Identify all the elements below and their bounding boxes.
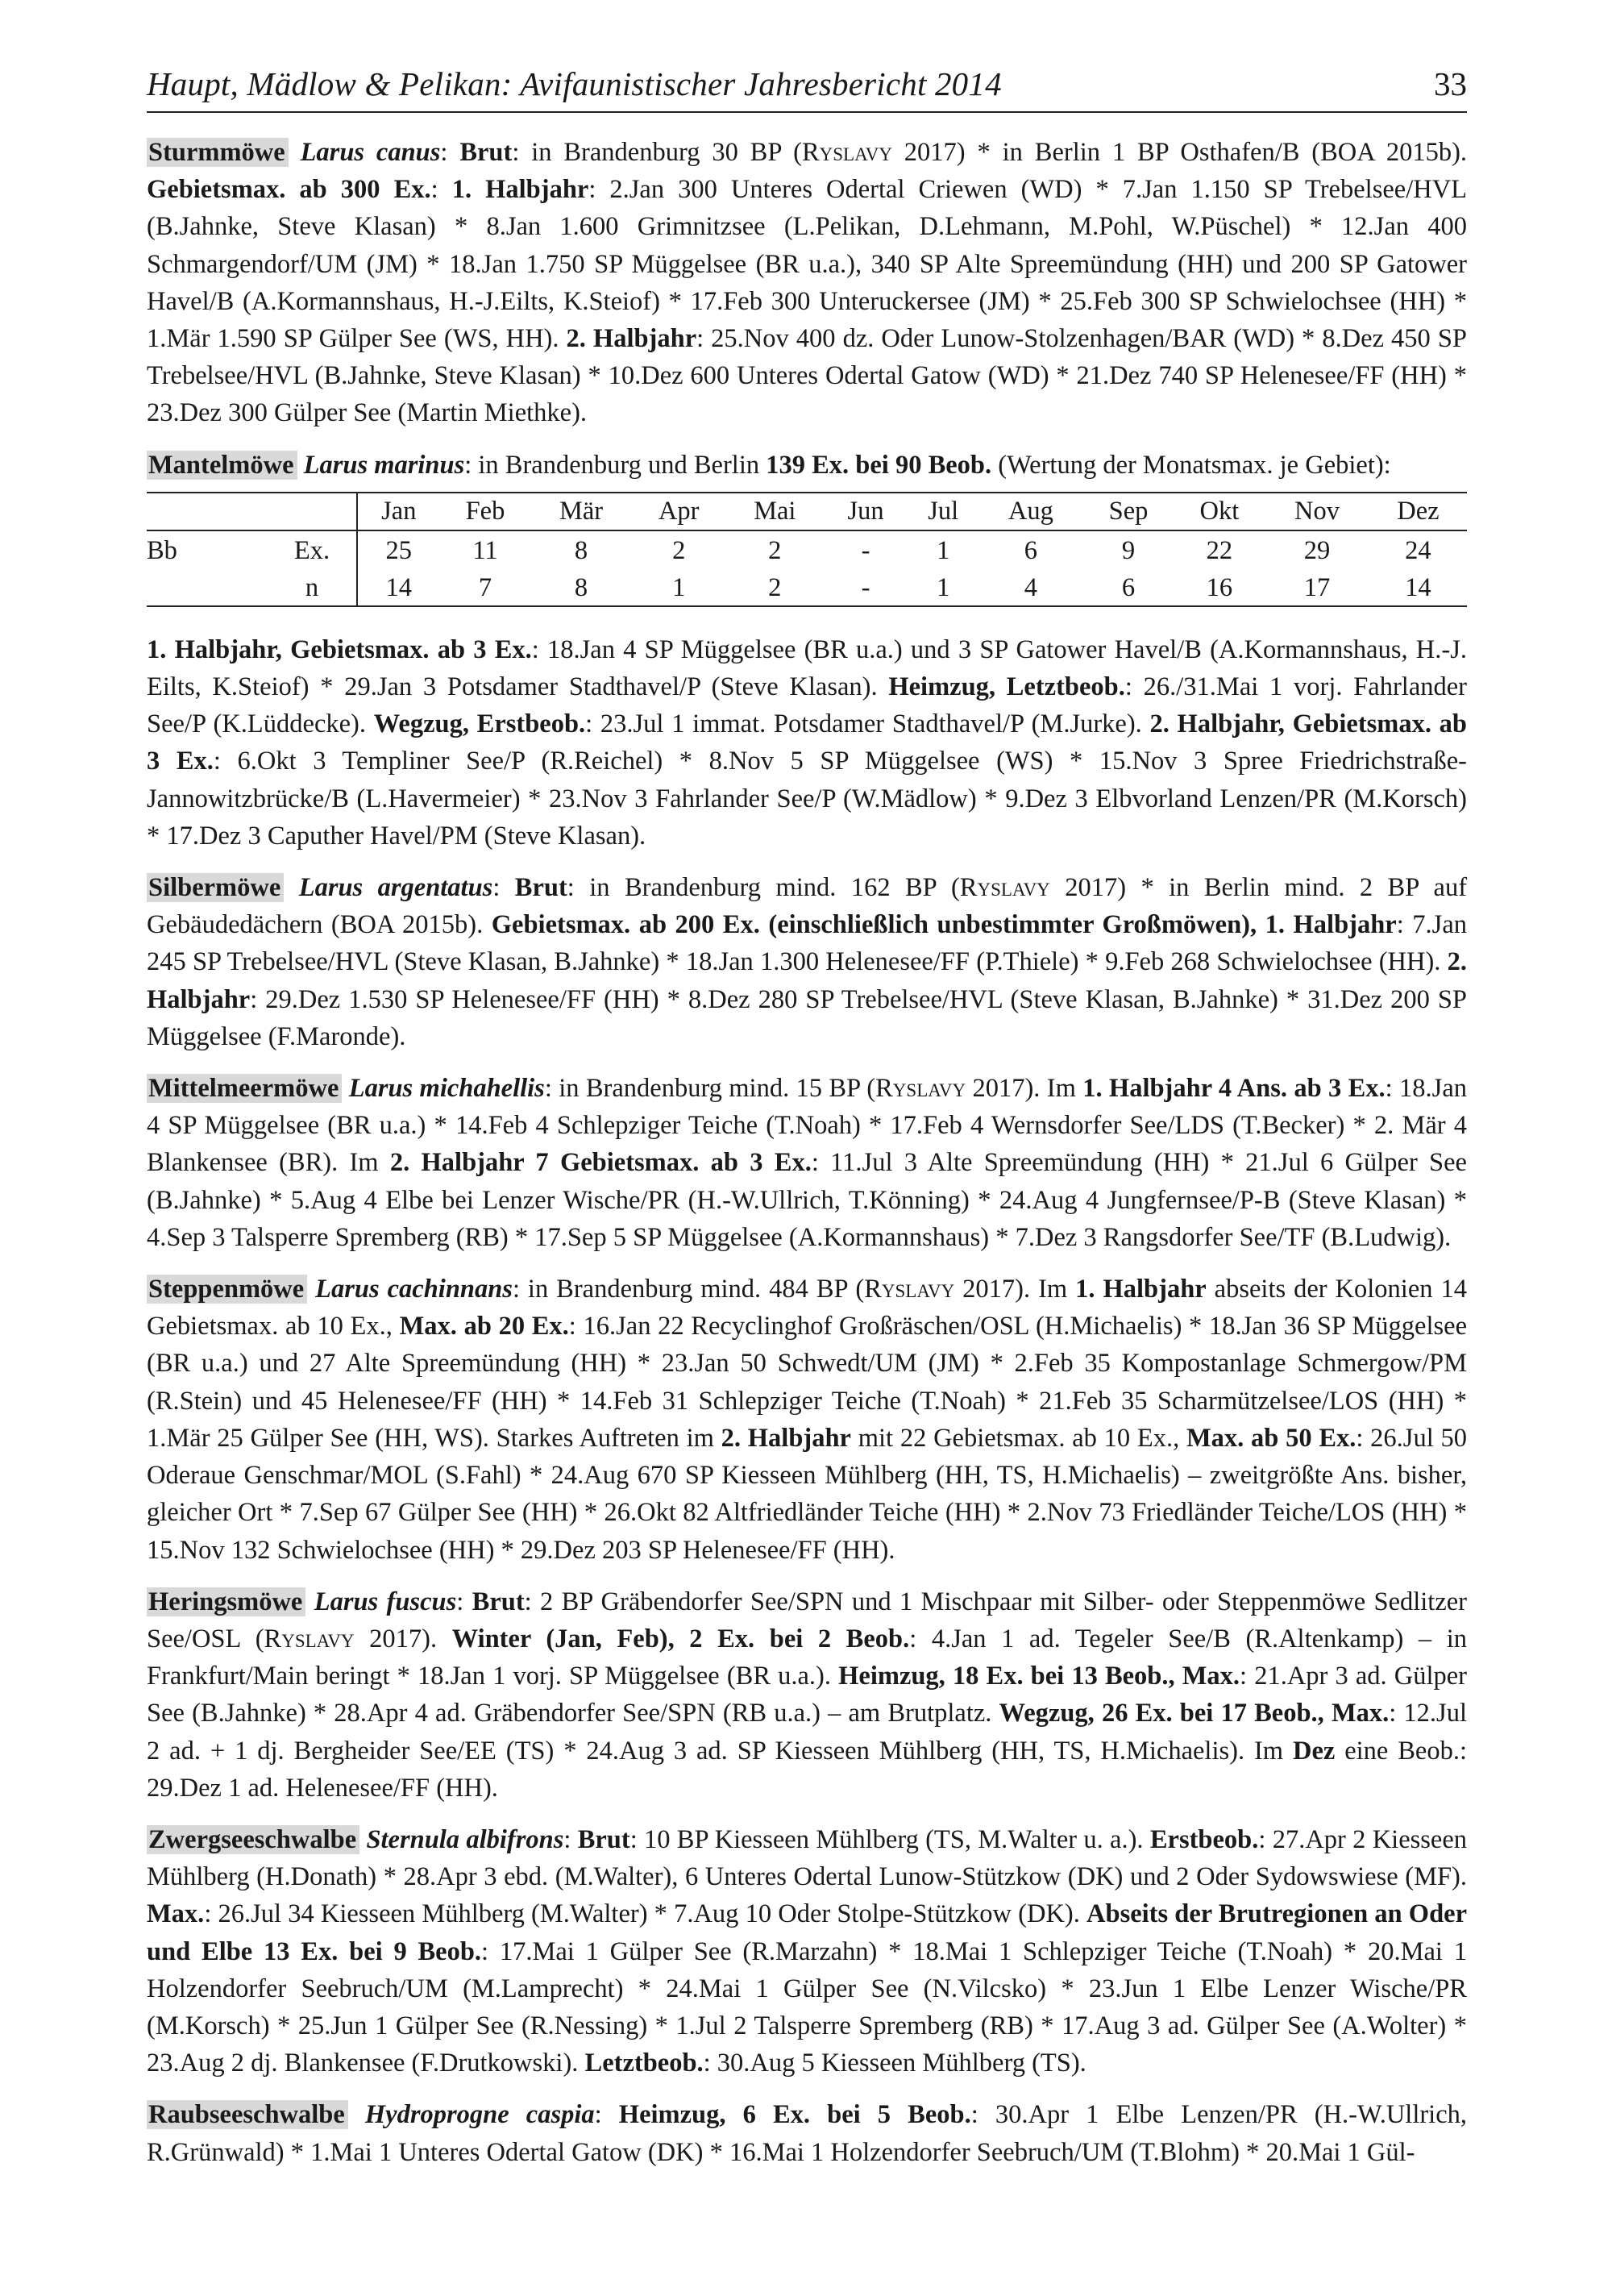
species-name: Sturmmöwe [147, 138, 289, 167]
bold-text: Abseits der Brutregionen an Oder und Elbe 13 Ex. bei 9 Beob. [147, 1899, 1467, 1966]
text: 2017) * in Berlin mind. 2 BP auf Gebäudedächern (BOA 2015b). [147, 873, 1468, 940]
entry-mantelmoewe-details [147, 631, 1467, 855]
bold-text: 1. Halbjahr [451, 175, 589, 205]
bold-text: Dez [1292, 1736, 1336, 1766]
scientific-name: Larus canus [300, 138, 441, 167]
table-header-cell [268, 493, 357, 530]
table-cell: 14 [1369, 568, 1467, 606]
text: : in Brandenburg mind. 484 BP ( [512, 1275, 865, 1304]
text: : 18.Jan 4 SP Müggelsee (BR u.a.) und 3 SP Gatower Havel/B (A.Kormannshaus, H.-J. Eilts, K.Steiof) * 29.Jan 3 Potsdamer Stadthavel/P (Steve Klasan). [147, 634, 1467, 702]
text: : [456, 1587, 472, 1616]
bold-text: Brut [459, 138, 513, 167]
table-cell: 2 [672, 535, 686, 565]
text: : 11.Jul 3 Alte Spreemündung (HH) * 21.Jul 6 Gülper See (B.Jahnke) * 5.Aug 4 Elbe bei Lenzer Wische/PR (H.-W.Ullrich, T.Könning) * 24.Aug 4 Jungfernsee/P-B (Steve Klasan) * 4.Sep 3 Talsperre Spremberg (RB) * 17.Sep 5 SP Müggelsee (A.Kormannshaus) * 7.Dez 3 Rangsdorfer See/TF (B.Ludwig). [147, 1148, 1467, 1252]
text: : 17.Mai 1 Gülper See (R.Marzahn) * 18.Mai 1 Schlepziger Teiche (T.Noah) * 20.Mai 1 Holzendorfer Seebruch/UM (M.Lamprecht) * 24.Mai 1 Gülper See (N.Vilcsko) * 23.Jun 1 Elbe Lenzer Wische/PR (M.Korsch) * 25.Jun 1 Gülper See (R.Nessing) * 1.Jul 2 Talsperre Spremberg (RB) * 17.Aug 3 ad. Gülper See (A.Wolter) * 23.Aug 2 dj. Blankensee (F.Drutkowski). [147, 1936, 1467, 2078]
month-header: Mai [726, 493, 824, 530]
text: : 12.Jul 2 ad. + 1 dj. Bergheider See/EE (TS) * 24.Aug 3 ad. SP Kiesseen Mühlberg (HH, TS, H.Michaelis). Im [147, 1699, 1467, 1766]
text: : 2 BP Gräbendorfer See/SPN und 1 Mischpaar mit Silber- oder Steppenmöwe Sedlitzer See/OSL ( [147, 1587, 1468, 1653]
scientific-name: Larus argentatus [298, 873, 493, 903]
text: 2017) * in Berlin 1 BP Osthafen/B (BOA 2015b). [891, 138, 1468, 167]
bold-text: Heimzug, 18 Ex. bei 13 Beob., Max. [838, 1662, 1240, 1691]
table-cell: - [861, 535, 870, 565]
table-cell: 1 [632, 568, 726, 606]
table-cell: 8 [574, 535, 588, 565]
month-header: Aug [978, 493, 1083, 530]
month-header: Feb [440, 493, 531, 530]
text: : in Brandenburg mind. 15 BP ( [544, 1074, 876, 1104]
text: : in Brandenburg und Berlin [464, 450, 767, 480]
text: : 18.Jan 4 SP Müggelsee (BR u.a.) * 14.Feb 4 Schlepziger Teiche (T.Noah) * 17.Feb 4 Wernsdorfer See/LDS (T.Becker) * 2. Mär 4 Blankensee (BR). Im [147, 1074, 1467, 1178]
bold-text: Winter (Jan, Feb), 2 Ex. bei 2 Beob. [451, 1624, 910, 1653]
table-cell: 1 [908, 568, 978, 606]
bold-text: Max. [147, 1899, 205, 1929]
text: : [594, 2100, 619, 2130]
table-cell: 14 [357, 568, 440, 606]
entry-sturmmoewe [147, 134, 1467, 432]
text: : 26.Jul 34 Kiesseen Mühlberg (M.Walter) * 7.Aug 10 Oder Stolpe-Stützkow (DK). [204, 1899, 1087, 1929]
text: : 6.Okt 3 Templiner See/P (R.Reichel) * 8.Nov 5 SP Müggelsee (WS) * 15.Nov 3 Spree Friedrichstraße-Jannowitzbrücke/B (L.Havermeier) * 23.Nov 3 Fahrlander See/P (W.Mädlow) * 9.Dez 3 Elbvorland Lenzen/PR (M.Korsch) * 17.Dez 3 Caputher Havel/PM (Steve Klasan). [147, 747, 1467, 851]
bold-text: Brut [514, 873, 567, 903]
table-row [147, 530, 1467, 568]
text: : 2.Jan 300 Unteres Odertal Criewen (WD) * 7.Jan 1.150 SP Trebelsee/HVL (B.Jahnke, Steve Klasan) * 8.Jan 1.600 Grimnitzsee (L.Pelikan, D.Lehmann, M.Pohl, W.Püschel) * 12.Jan 400 Schmargendorf/UM (JM) * 18.Jan 1.750 SP Müggelsee (BR u.a.), 340 SP Alte Spreemündung (HH) und 200 SP Gatower Havel/B (A.Kormannshaus, H.-J.Eilts, K.Steiof) * 17.Feb 300 Unteruckersee (JM) * 25.Feb 300 SP Schwielochsee (HH) * 1.Mär 1.590 SP Gülper See (WS, HH). [147, 175, 1468, 354]
bold-text: 2. Halbjahr [721, 1423, 851, 1453]
month-header: Dez [1369, 493, 1467, 530]
running-header [147, 64, 1467, 113]
text: : in Brandenburg 30 BP ( [512, 138, 802, 167]
bold-text: 2. Halbjahr 7 Gebietsmax. ab 3 Ex. [389, 1148, 812, 1178]
entry-zwergseeschwalbe [147, 1821, 1467, 2082]
text: 2017). Im [966, 1074, 1083, 1104]
entry-silbermoewe [147, 869, 1467, 1055]
text: : [430, 175, 452, 205]
bold-text: 1. Halbjahr 4 Ans. ab 3 Ex. [1082, 1074, 1386, 1104]
month-header: Okt [1174, 493, 1265, 530]
table-cell: 7 [440, 568, 531, 606]
bold-text: Brut [577, 1824, 630, 1854]
bold-text: Max. ab 20 Ex. [399, 1312, 569, 1341]
month-header: Jan [357, 493, 440, 530]
entry-heringsmoewe [147, 1583, 1467, 1807]
bold-text: Heimzug, 6 Ex. bei 5 Beob. [618, 2100, 971, 2130]
row-label: Ex. [293, 535, 330, 565]
bold-text: 2. Halbjahr [566, 324, 697, 354]
text: : 23.Jul 1 immat. Potsdamer Stadthavel/P (M.Jurke). [585, 709, 1150, 739]
table-cell: 2 [726, 568, 824, 606]
table-cell: 2 [768, 535, 782, 565]
species-name: Steppenmöwe [147, 1275, 307, 1304]
text: abseits der Kolonien 14 Gebietsmax. ab 10 Ex., [147, 1275, 1467, 1341]
header-title: Haupt, Mädlow & Pelikan: Avifaunistischer Jahresbericht 2014 [147, 65, 1002, 102]
entry-raubseeschwalbe [147, 2096, 1467, 2170]
entry-mantelmoewe [147, 447, 1467, 484]
table-cell: 1 [937, 535, 950, 565]
table-cell: 25 [357, 530, 440, 568]
table-cell: 22 [1206, 535, 1233, 565]
bold-text: 1. Halbjahr, Gebietsmax. ab 3 Ex. [147, 634, 532, 664]
text: : 21.Apr 3 ad. Gülper See (B.Jahnke) * 28.Apr 4 ad. Gräbendorfer See/SPN (RB u.a.) – am Brutplatz. [147, 1662, 1467, 1728]
table-cell: 16 [1174, 568, 1265, 606]
month-header: Nov [1265, 493, 1369, 530]
monthly-table [147, 492, 1467, 607]
species-name: Zwergseeschwalbe [147, 1825, 359, 1854]
month-header: Jul [908, 493, 978, 530]
text: : [563, 1824, 578, 1854]
entry-mittelmeermoewe [147, 1070, 1467, 1256]
text: (Wertung der Monatsmax. je Gebiet): [991, 450, 1391, 480]
bold-text: 2. Halbjahr, Gebietsmax. ab 3 Ex. [147, 709, 1468, 776]
text: : 16.Jan 22 Recyclinghof Großräschen/OSL (H.Michaelis) * 18.Jan 36 SP Müggelsee (BR u.a.) und 27 Alte Spreemündung (HH) * 23.Jan 50 Schwedt/UM (JM) * 2.Feb 35 Kompostanlage Schmergow/PM (R.Stein) und 45 Helenesee/FF (HH) * 14.Feb 31 Schlepziger Teiche (T.Noah) * 21.Feb 35 Scharmützelsee/LOS (HH) * 1.Mär 25 Gülper See (HH, WS). Starkes Auftreten im [147, 1312, 1467, 1453]
bold-text: Gebietsmax. ab 300 Ex. [147, 175, 431, 205]
text: : 10 BP Kiesseen Mühlberg (TS, M.Walter u. a.). [629, 1824, 1150, 1854]
table-row [147, 568, 1467, 606]
table-cell: - [824, 568, 908, 606]
text: 2017). Im [954, 1275, 1076, 1304]
species-name: Heringsmöwe [147, 1587, 305, 1616]
text: : [440, 138, 460, 167]
text: : 27.Apr 2 Kiesseen Mühlberg (H.Donath) * 28.Apr 3 ebd. (M.Walter), 6 Unteres Odertal Lunow-Stützkow (DK) und 2 Oder Sydowswiese (MF). [147, 1824, 1468, 1892]
month-header: Mär [530, 493, 631, 530]
text: : 25.Nov 400 dz. Oder Lunow-Stolzenhagen/BAR (WD) * 8.Dez 450 SP Trebelsee/HVL (B.Jahnke, Steve Klasan) * 10.Dez 600 Unteres Odertal Gatow (WD) * 21.Dez 740 SP Helenesee/FF (HH) * 23.Dez 300 Gülper See (Martin Miethke). [147, 324, 1467, 428]
species-name: Silbermöwe [147, 873, 284, 902]
bold-text: Brut [472, 1587, 525, 1616]
scientific-name: Larus fuscus [314, 1587, 457, 1616]
text: : 29.Dez 1.530 SP Helenesee/FF (HH) * 8.Dez 280 SP Trebelsee/HVL (Steve Klasan, B.Jahnke) * 31.Dez 200 SP Müggelsee (F.Maronde). [147, 984, 1467, 1051]
month-header: Sep [1083, 493, 1174, 530]
citation-author: Ryslavy [864, 1275, 955, 1304]
scientific-name: Larus michahellis [348, 1074, 545, 1104]
bold-text: Gebietsmax. ab 200 Ex. (einschließlich unbestimmter Großmöwen), 1. Halbjahr [491, 910, 1397, 940]
table-cell: 4 [978, 568, 1083, 606]
text: mit 22 Gebietsmax. ab 10 Ex., [851, 1423, 1186, 1453]
table-cell: 9 [1121, 535, 1136, 565]
text: : 26./31.Mai 1 vorj. Fahrlander See/P (K.Lüddecke). [147, 672, 1467, 739]
scientific-name: Larus marinus [303, 450, 465, 480]
table-cell: 24 [1405, 535, 1431, 565]
month-header: Jun [824, 493, 908, 530]
table-header-row [147, 493, 1467, 530]
page [147, 64, 1467, 2186]
citation-author: Ryslavy [801, 138, 892, 167]
region-cell: Bb [147, 535, 177, 565]
text: : in Brandenburg mind. 162 BP ( [567, 873, 960, 903]
table-cell: 6 [1024, 535, 1037, 565]
bold-text: 139 Ex. bei 90 Beob. [766, 450, 992, 480]
row-label: n [268, 568, 357, 606]
table-cell [147, 568, 268, 606]
text: : [492, 873, 515, 903]
text: : 30.Aug 5 Kiesseen Mühlberg (TS). [703, 2049, 1086, 2078]
scientific-name: Larus cachinnans [315, 1275, 513, 1304]
entry-steppenmoewe [147, 1271, 1467, 1569]
month-header: Apr [632, 493, 726, 530]
bold-text: Letztbeob. [584, 2049, 704, 2078]
scientific-name: Sternula albifrons [366, 1824, 564, 1854]
text: 2017). [354, 1624, 452, 1653]
citation-author: Ryslavy [875, 1074, 966, 1104]
table-cell: 6 [1083, 568, 1174, 606]
table-cell: 17 [1265, 568, 1369, 606]
text: : 26.Jul 50 Oderaue Genschmar/MOL (S.Fahl) * 24.Aug 670 SP Kiesseen Mühlberg (HH, TS, H.Michaelis) – zweitgrößte Ans. bisher, gleicher Ort * 7.Sep 67 Gülper See (HH) * 26.Okt 82 Altfriedländer Teiche (HH) * 2.Nov 73 Friedländer Teiche/LOS (HH) * 15.Nov 132 Schwielochsee (HH) * 29.Dez 203 SP Helenesee/FF (HH). [147, 1423, 1467, 1565]
text: : 4.Jan 1 ad. Tegeler See/B (R.Altenkamp) – in Frankfurt/Main beringt * 18.Jan 1 vorj. SP Müggelsee (BR u.a.). [147, 1624, 1467, 1691]
table-cell: 29 [1303, 535, 1331, 565]
table-cell: 11 [472, 535, 498, 565]
species-name: Mittelmeermöwe [147, 1074, 342, 1103]
table-cell: 8 [530, 568, 631, 606]
species-name: Raubseeschwalbe [147, 2100, 348, 2129]
scientific-name: Hydroprogne caspia [364, 2100, 595, 2130]
bold-text: 1. Halbjahr [1075, 1275, 1207, 1304]
text: eine Beob.: 29.Dez 1 ad. Helenesee/FF (HH). [147, 1736, 1467, 1803]
table-header-cell [147, 493, 268, 530]
text: : 7.Jan 245 SP Trebelsee/HVL (Steve Klasan, B.Jahnke) * 18.Jan 1.300 Helenesee/FF (P.Thiele) * 9.Feb 268 Schwielochsee (HH). [147, 910, 1467, 977]
bold-text: Wegzug, Erstbeob. [373, 709, 586, 739]
bold-text: Max. ab 50 Ex. [1186, 1423, 1356, 1453]
bold-text: Wegzug, 26 Ex. bei 17 Beob., Max. [999, 1699, 1390, 1728]
bold-text: Heimzug, Letztbeob. [888, 672, 1125, 702]
citation-author: Ryslavy [959, 873, 1050, 903]
species-name: Mantelmöwe [147, 451, 297, 480]
citation-author: Ryslavy [264, 1624, 355, 1653]
bold-text: 2. Halbjahr [147, 947, 1467, 1014]
page-number: 33 [1434, 65, 1467, 102]
bold-text: Erstbeob. [1149, 1824, 1259, 1854]
text: : 30.Apr 1 Elbe Lenzen/PR (H.-W.Ullrich, R.Grünwald) * 1.Mai 1 Unteres Odertal Gatow (DK) * 16.Mai 1 Holzendorfer Seebruch/UM (T.Blohm) * 20.Mai 1 Gül- [147, 2100, 1468, 2167]
